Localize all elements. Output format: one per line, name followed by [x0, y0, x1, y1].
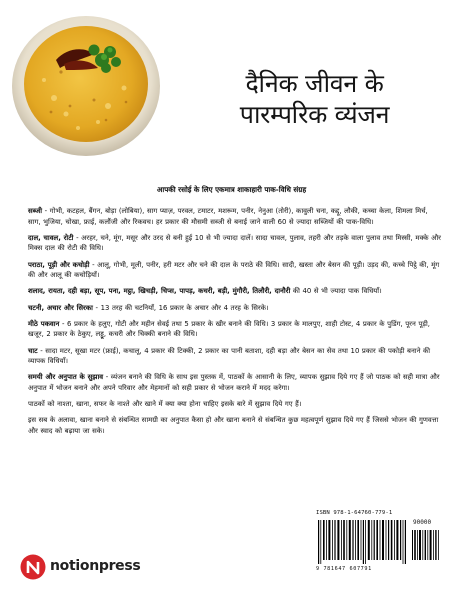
paragraph-sweets: [28, 319, 442, 340]
price-code: 90000: [413, 519, 432, 526]
paragraph-body: - 13 तरह की चटनियाँ, 16 प्रकार के अचार और 4 तरह के सिरके।: [92, 303, 269, 312]
paragraph-sabzi: [28, 206, 442, 227]
paragraph-body: - सादा मटर, सूखा मटर (फ्राई), कचालू, 4 प्रकार की टिक्की, 2 प्रकार का पानी बताशा, दही बड़ा और बेसन का सेव तथा 10 प्रकार की पकोड़ी बनाने की व्यापक विधियाँ।: [28, 346, 431, 366]
paragraph-body: की 40 से भी ज्यादा पाक विधियाँ।: [290, 287, 382, 296]
isbn-label: ISBN 978-1-64760-779-1: [316, 510, 393, 516]
paragraph-lead: चटनी, अचार और सिरका: [28, 303, 93, 312]
description-text: [28, 206, 442, 442]
paragraph-lead: दाल, चावल, रोटी: [28, 233, 74, 242]
dal-bowl-image: [6, 2, 166, 162]
paragraph-body: इस सब के अलावा, खाना बनाने से संबन्धित सामग्री का अनुपात कैसा हो और खाना बनाने से संबन्धित कुछ महत्वपूर्ण सुझाव दिये गए हैं जिससे भोजन की गुणवत्ता और स्वाद को बढ़ाया जा सके।: [28, 416, 439, 435]
paragraph-meals: [28, 399, 442, 410]
paragraph-body: - गोभी, कटहल, बैंगन, बोड़ा (लोबिया), साग प्याज़, परवल, टमाटर, मशरूम, पनीर, नेनुआ (तोरी), कावुली चना, कद्दू, लौकी, कच्चा केला, शिमला मिर्च, साग, भुजिया, चोखा, फ्राई, कलौंजी और रिकवच। हर प्रकार की मौसमी सब्जी से बनाई जाने वाली 60 से ज्यादा सब्जियों की पाक-विधि।: [28, 207, 428, 226]
paragraph-body: - 6 प्रकार के हलुए, गोटी और महीन सेवई तथा 5 प्रकार के खीर बनाने की विधि। 3 प्रकार के मालपुए, शाही टोस्ट, 4 प्रकार के पुडिंग, पूरन पूड़ी, खजूर, 2 प्रकार के ठेकुए, लड्डू, कचरी और चिक्की बनाने की विधि।: [28, 319, 430, 339]
paragraph-lead: सब्जी: [28, 207, 43, 215]
subtitle: आपकी रसोई के लिए एकमात्र शाकाहारी पाक-विधि संग्रह: [156, 185, 307, 194]
paragraph-lead: मीठे पकवान: [28, 319, 60, 328]
book-title: [172, 68, 457, 130]
title-line-2: पारम्परिक व्यंजन: [239, 100, 390, 129]
paragraph-chutney: [28, 303, 442, 314]
publisher-name: notionpress: [50, 558, 141, 574]
paragraph-body: पाठकों को नाश्ता, खाना, सफर के नाश्ते और खाने में क्या क्या होना चाहिए इसके बारे में सुझाव दिये गए हैं।: [28, 400, 302, 409]
paragraph-suggestions: [28, 372, 442, 393]
publisher-logo: [20, 554, 160, 582]
paragraph-paratha: [28, 260, 442, 281]
paragraph-lead: चाट: [28, 346, 38, 355]
paragraph-body: - अरहर, चने, मूंग, मसूर और उरद से बनी हुई 10 से भी ज्यादा दालें। सादा चावल, पुलाव, तहरी और तड़के वाला पुलाव तथा मिस्सी, मक्के और मिक्स दाल की रोटी की विधि।: [28, 233, 441, 253]
paragraph-ratios: [28, 415, 442, 436]
paragraph-body: - आलू, गोभी, मूली, पनीर, हरी मटर और चने की दाल के पराठे की विधि। सादी, खस्ता और बेसन की पूड़ी। उड़द की, कच्चे पिट्ठे की, मूंग की और आलू की कचोड़ियाँ।: [28, 260, 440, 280]
paragraph-lead: पराठा, पूड़ी और कचोड़ी: [28, 260, 90, 269]
title-line-1: दैनिक जीवन के: [245, 69, 384, 98]
barcode-digits: 9 781647 607791: [316, 566, 372, 572]
paragraph-dal: [28, 233, 442, 254]
notionpress-logo-icon: [20, 554, 46, 580]
paragraph-salad: [28, 286, 442, 297]
paragraph-body: - व्यंजन बनाने की विधि के साथ इस पुस्तक में, पाठकों के आसानी के लिए, व्यापक सुझाव दिये गए हैं जो पाठक को सही मात्रा और अनुपात में भोजन बनाने और अपने परिवार और मेहमानों को सही प्रकार से भोजन कराने में मदद करेगा।: [28, 373, 440, 392]
paragraph-chaat: [28, 346, 442, 367]
paragraph-lead: समयी और अनुपात के सुझाव: [28, 373, 104, 382]
paragraph-lead: शलाद, रायता, दही बड़ा, सूप, पना, मट्ठा, खिचड़ी, चिप्स, पापड़, कचरी, बड़ी, मुंगौरी, तिलौरी, दानौरी: [28, 287, 291, 296]
